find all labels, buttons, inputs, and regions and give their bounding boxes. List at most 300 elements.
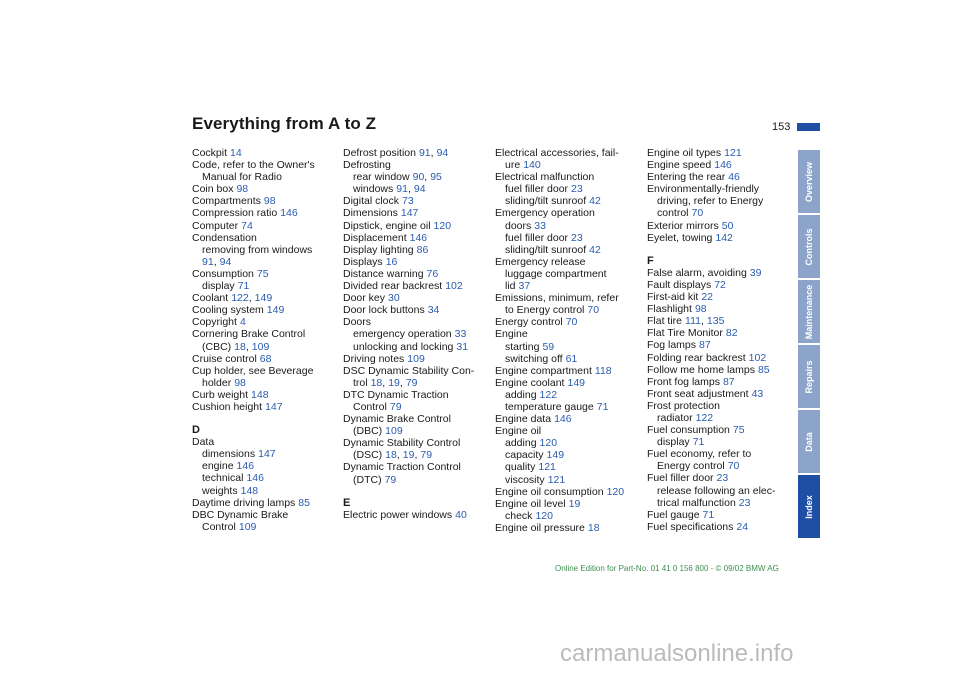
index-entry-text: Dynamic Brake Control [343, 413, 451, 426]
page-reference-link[interactable]: 149 [567, 376, 586, 389]
index-entry [192, 365, 342, 377]
index-entry [647, 424, 797, 436]
index-entry-text: DSC Dynamic Stability Con- [343, 364, 475, 377]
index-entry-text: Display lighting [343, 243, 414, 256]
index-entry [343, 195, 493, 207]
index-entry-text: Engine oil [495, 425, 542, 438]
tab-overview[interactable] [798, 150, 820, 213]
page-reference-link[interactable]: 135 [706, 315, 725, 328]
page-reference-link[interactable]: 146 [554, 413, 572, 426]
index-entry-text: Dipstick, engine oil [343, 219, 431, 232]
tab-label: Repairs [804, 359, 814, 394]
index-entry-text: check [505, 509, 533, 522]
section-tabs [798, 150, 820, 540]
page-reference-link[interactable]: 146 [236, 460, 255, 473]
index-subentry [647, 460, 797, 472]
page-reference-link[interactable]: 120 [535, 509, 553, 522]
index-entry-text: capacity [505, 449, 544, 462]
page-reference-link[interactable]: 42 [589, 243, 601, 256]
index-entry [192, 316, 342, 328]
index-entry [343, 509, 493, 521]
page-reference-link[interactable]: 111 [685, 315, 701, 328]
index-entry-text: DTC Dynamic Traction [343, 388, 449, 401]
page-reference-link[interactable]: 19 [388, 376, 400, 389]
index-entry-text: Exterior mirrors [647, 219, 719, 232]
page-reference-link[interactable]: 122 [231, 292, 249, 305]
index-entry [495, 147, 645, 159]
index-entry-text: Defrosting [343, 159, 391, 172]
index-entry [647, 303, 797, 315]
index-entry-text: lid [505, 280, 516, 293]
page-reference-link[interactable]: 94 [413, 183, 426, 196]
footer-edition-note: Online Edition for Part-No. 01 41 0 156 800 - © 09/02 BMW AG [555, 564, 779, 573]
index-subentry [495, 474, 645, 486]
page-reference-link[interactable]: 16 [385, 255, 398, 268]
index-entry-text: Computer [192, 219, 239, 232]
index-subentry [495, 159, 645, 171]
index-entry-text: Emergency release [495, 255, 586, 268]
page-reference-link[interactable]: 19 [568, 497, 581, 510]
index-entry [647, 339, 797, 351]
index-entry-text: Flat Tire Monitor [647, 327, 723, 340]
page-reference-link[interactable]: 142 [715, 231, 733, 244]
index-column-1 [192, 147, 342, 533]
index-entry-text: Folding rear backrest [647, 351, 746, 364]
index-entry-text: Compression ratio [192, 207, 278, 220]
page-reference-link[interactable]: 4 [239, 316, 246, 329]
index-entry-text: Door key [343, 292, 386, 305]
page-reference-link[interactable]: 73 [402, 195, 414, 208]
index-subentry [192, 448, 342, 460]
page-reference-link[interactable]: 18 [234, 340, 246, 353]
page-reference-link[interactable]: 120 [433, 219, 452, 232]
index-entry [647, 521, 797, 533]
page-reference-link[interactable]: 146 [714, 159, 732, 172]
index-entry [192, 195, 342, 207]
index-entry [495, 171, 645, 183]
index-entry [192, 220, 342, 232]
index-column-2 [343, 147, 493, 521]
page-reference-link[interactable]: 148 [240, 484, 259, 497]
page-reference-link[interactable]: 98 [263, 195, 276, 208]
index-entry [343, 353, 493, 365]
index-entry-text: adding [505, 437, 537, 450]
index-entry [495, 522, 645, 534]
index-entry [192, 328, 342, 340]
index-subentry [192, 171, 342, 183]
index-entry [343, 207, 493, 219]
page-reference-link[interactable]: 43 [751, 387, 764, 400]
index-entry-text: (DBC) [353, 425, 383, 438]
index-subentry [343, 425, 493, 437]
index-subentry [495, 341, 645, 353]
index-entry [647, 472, 797, 484]
index-subentry [192, 485, 342, 497]
index-subentry [192, 377, 342, 389]
page-reference-link[interactable]: 98 [234, 376, 246, 389]
page-reference-link[interactable]: 23 [571, 183, 583, 196]
index-entry-text: luggage compartment [505, 267, 607, 280]
page-reference-link[interactable]: 87 [722, 375, 735, 388]
index-entry [343, 292, 493, 304]
index-entry-text: sliding/tilt sunroof [505, 195, 587, 208]
index-entry-text: holder [202, 376, 232, 389]
index-entry-text: Daytime driving lamps [192, 496, 296, 509]
index-entry-text: Coolant [192, 292, 229, 305]
page-reference-link[interactable]: 19 [402, 449, 415, 462]
index-entry-text: Engine speed [647, 159, 712, 172]
index-subentry [495, 449, 645, 461]
page-reference-link[interactable]: 31 [456, 340, 469, 353]
page-reference-link[interactable]: 86 [416, 243, 429, 256]
index-entry [647, 291, 797, 303]
index-subentry [495, 304, 645, 316]
index-entry-text: Divided rear backrest [343, 280, 443, 293]
index-entry [192, 232, 342, 244]
index-entry [495, 425, 645, 437]
index-entry [343, 389, 493, 401]
index-entry-text: Engine oil pressure [495, 521, 585, 534]
index-subentry [343, 401, 493, 413]
page-reference-link[interactable]: 140 [523, 159, 541, 172]
page-reference-link[interactable]: 146 [246, 472, 264, 485]
index-entry [495, 292, 645, 304]
page-reference-link[interactable]: 71 [237, 280, 250, 293]
index-entry-text: Distance warning [343, 267, 424, 280]
index-column-4 [647, 147, 797, 533]
page-reference-link[interactable]: 122 [539, 388, 558, 401]
index-entry-text: Doors [343, 316, 372, 329]
page-reference-link[interactable]: 87 [699, 339, 711, 352]
page-reference-link[interactable]: 120 [606, 485, 625, 498]
index-entry-text: (DTC) [353, 473, 382, 486]
page-reference-link[interactable]: 71 [702, 508, 715, 521]
index-entry-text: technical [202, 472, 244, 485]
page-reference-link[interactable]: 146 [280, 207, 298, 220]
page-reference-link[interactable]: 98 [236, 183, 249, 196]
page-reference-link[interactable]: 72 [714, 278, 726, 291]
index-entry-text: to Energy control [505, 304, 585, 317]
index-entry [192, 207, 342, 219]
index-entry [192, 401, 342, 413]
page-reference-link[interactable]: 146 [409, 231, 428, 244]
index-subentry [495, 389, 645, 401]
index-entry-text: Engine oil types [647, 147, 722, 159]
page-reference-link[interactable]: 42 [589, 195, 601, 208]
page-reference-link[interactable]: 79 [389, 400, 402, 413]
page-reference-link[interactable]: 147 [400, 207, 419, 220]
index-entry-text: Emissions, minimum, refer [495, 292, 619, 305]
index-entry: Coolant 122, 149 [192, 292, 273, 305]
page-reference-link[interactable]: 91 [418, 147, 431, 159]
index-entry [343, 280, 493, 292]
page-reference-link[interactable]: 33 [454, 328, 467, 341]
index-entry-text: sliding/tilt sunroof [505, 243, 587, 256]
page-reference-link[interactable]: 23 [738, 496, 751, 509]
index-entry-text: ure [505, 159, 521, 172]
tab-repairs[interactable] [798, 345, 820, 408]
index-subentry [495, 244, 645, 256]
page-reference-link[interactable]: 94 [436, 147, 449, 159]
page-reference-link[interactable]: 149 [266, 304, 285, 317]
index-entry [343, 304, 493, 316]
page-reference-link[interactable]: 79 [405, 376, 418, 389]
index-entry-text: Dimensions [343, 207, 398, 220]
page-reference-link[interactable]: 148 [251, 388, 269, 401]
index-entry-text: Flashlight [647, 303, 692, 316]
page-reference-link[interactable]: 121 [547, 473, 566, 486]
index-entry [192, 509, 342, 521]
page-reference-link[interactable]: 18 [370, 376, 383, 389]
index-entry-text: Displacement [343, 231, 407, 244]
index-entry [495, 486, 645, 498]
tab-maintenance[interactable] [798, 280, 820, 343]
index-subentry: trol 18, 19, 79 [353, 376, 418, 389]
index-entry [647, 400, 797, 412]
index-entry-text: Curb weight [192, 388, 249, 401]
page-reference-link[interactable]: 33 [534, 219, 546, 232]
page-reference-link[interactable]: 122 [695, 411, 714, 424]
index-entry-text: Coin box [192, 183, 234, 196]
index-entry-text: Digital clock [343, 195, 400, 208]
index-column-3 [495, 147, 645, 534]
index-entry-text: Engine data [495, 413, 552, 426]
page-reference-link[interactable]: 23 [571, 231, 583, 244]
index-entry-text: Fuel specifications [647, 520, 734, 533]
index-entry-text: dimensions [202, 448, 256, 461]
index-entry [192, 147, 342, 159]
page-reference-link[interactable]: 82 [725, 327, 738, 340]
index-entry [495, 413, 645, 425]
index-subentry: windows 91, 94 [353, 183, 426, 196]
page-reference-link[interactable]: 147 [265, 400, 283, 413]
index-entry-text: Cruise control [192, 352, 257, 365]
index-entry-text: Cup holder, see Beverage [192, 364, 314, 377]
page-reference-link[interactable]: 59 [542, 340, 555, 353]
index-entry-text: Electric power windows [343, 508, 453, 521]
index-entry [192, 159, 342, 171]
page-reference-link[interactable]: 94 [219, 255, 232, 268]
index-entry [647, 327, 797, 339]
index-entry [343, 256, 493, 268]
index-entry-text: Control [202, 520, 236, 533]
index-entry-text: Dynamic Stability Control [343, 437, 461, 450]
page-reference-link[interactable]: 30 [388, 292, 400, 305]
page-reference-link[interactable]: 50 [721, 219, 734, 232]
index-entry [192, 353, 342, 365]
page-number: 153 [772, 121, 791, 133]
index-entry [647, 220, 797, 232]
tab-index[interactable] [798, 475, 820, 538]
index-entry-text: radiator [657, 411, 693, 424]
index-subentry [343, 474, 493, 486]
page-reference-link[interactable]: 14 [230, 147, 242, 159]
index-entry-text: release following an elec- [657, 484, 776, 497]
index-entry [647, 267, 797, 279]
tab-controls[interactable] [798, 215, 820, 278]
page-reference-link[interactable]: 76 [426, 267, 439, 280]
tab-data[interactable] [798, 410, 820, 473]
index-entry [343, 268, 493, 280]
page-reference-link[interactable]: 61 [565, 352, 578, 365]
index-entry-text: Fog lamps [647, 339, 697, 352]
page-reference-link[interactable]: 70 [727, 460, 740, 473]
index-entry-text: Control [353, 400, 387, 413]
page-reference-link[interactable]: 91 [202, 255, 214, 268]
page-reference-link[interactable]: 98 [694, 303, 707, 316]
index-entry [343, 220, 493, 232]
index-subentry: rear window 90, 95 [353, 171, 442, 184]
page-reference-link[interactable]: 46 [728, 171, 740, 184]
page-reference-link[interactable]: 68 [259, 352, 272, 365]
page-reference-link[interactable]: 109 [407, 352, 425, 365]
index-entry-text: trol [353, 376, 368, 389]
index-entry-text: Electrical accessories, fail- [495, 147, 619, 159]
page-reference-link[interactable]: 109 [238, 520, 257, 533]
index-entry [647, 509, 797, 521]
page-reference-link[interactable]: 121 [724, 147, 742, 159]
index-entry-text: First-aid kit [647, 291, 699, 304]
index-entry [343, 365, 493, 377]
index-entry-text: Cockpit [192, 147, 228, 159]
page-reference-link[interactable]: 102 [748, 351, 767, 364]
index-entry [343, 413, 493, 425]
page-reference-link[interactable]: 149 [254, 292, 273, 305]
index-entry-text: Engine coolant [495, 376, 565, 389]
index-entry-text: Defrost position [343, 147, 416, 159]
watermark: carmanualsonline.info [560, 640, 794, 667]
index-subentry [495, 195, 645, 207]
page-reference-link[interactable]: 85 [757, 363, 770, 376]
index-subentry [647, 412, 797, 424]
page-reference-link[interactable]: 70 [691, 207, 704, 220]
index-entry-text: Manual for Radio [202, 171, 282, 184]
index-entry [495, 328, 645, 340]
index-subentry [495, 268, 645, 280]
index-entry-text: display [657, 436, 690, 449]
page-reference-link[interactable]: 39 [749, 266, 762, 279]
index-entry-text: Environmentally-friendly [647, 183, 760, 196]
index-entry [343, 232, 493, 244]
page-reference-link[interactable]: 71 [692, 436, 705, 449]
index-subentry [192, 460, 342, 472]
index-entry-text: emergency operation [353, 328, 452, 341]
index-subentry [495, 401, 645, 413]
index-entry [647, 279, 797, 291]
index-subentry [647, 497, 797, 509]
index-entry-text: trical malfunction [657, 496, 736, 509]
index-entry [192, 436, 342, 448]
index-entry [192, 497, 342, 509]
page-reference-link[interactable]: 75 [732, 424, 745, 437]
page-reference-link[interactable]: 40 [455, 508, 467, 521]
page-reference-link[interactable]: 118 [594, 364, 612, 377]
index-entry-text: Fuel economy, refer to [647, 448, 752, 461]
page-reference-link[interactable]: 22 [701, 291, 714, 304]
index-entry-text: DBC Dynamic Brake [192, 508, 289, 521]
page-title: Everything from A to Z [192, 114, 377, 133]
index-entry-text: Dynamic Traction Control [343, 461, 461, 474]
page-reference-link[interactable]: 74 [241, 219, 253, 232]
page-reference-link[interactable]: 37 [518, 280, 531, 293]
index-entry [495, 256, 645, 268]
page-reference-link[interactable]: 91 [396, 183, 408, 196]
page-reference-link[interactable]: 109 [251, 340, 270, 353]
index-entry-text: Door lock buttons [343, 304, 425, 317]
page-reference-link[interactable]: 23 [716, 472, 729, 485]
page-reference-link[interactable]: 34 [427, 304, 440, 317]
tab-label: Index [804, 494, 814, 519]
index-entry-text: Code, refer to the Owner's [192, 159, 315, 172]
page-reference-link[interactable]: 18 [587, 521, 600, 534]
index-subentry [495, 353, 645, 365]
tab-label: Controls [804, 228, 814, 265]
index-entry [343, 316, 493, 328]
page-reference-link[interactable]: 149 [546, 449, 565, 462]
index-entry [495, 207, 645, 219]
page-reference-link[interactable]: 70 [565, 316, 578, 329]
page-reference-link[interactable]: 85 [298, 496, 310, 509]
page-reference-link[interactable]: 120 [539, 437, 558, 450]
page-reference-link[interactable]: 147 [258, 448, 276, 461]
page-reference-link[interactable]: 79 [384, 473, 397, 486]
page-reference-link[interactable]: 75 [256, 267, 269, 280]
page-reference-link[interactable]: 121 [538, 461, 556, 474]
page-reference-link[interactable]: 70 [587, 304, 600, 317]
index-entry-text: removing from windows [202, 243, 313, 256]
page-reference-link[interactable]: 109 [385, 425, 403, 438]
index-subentry [647, 195, 797, 207]
index-entry-text: driving, refer to Energy [657, 195, 764, 208]
index-entry-text: Data [192, 436, 215, 449]
index-entry-text: switching off [505, 352, 563, 365]
index-entry [647, 388, 797, 400]
index-entry-text: weights [202, 484, 238, 497]
index-entry [647, 232, 797, 244]
index-subentry [495, 183, 645, 195]
index-entry-text: False alarm, avoiding [647, 266, 747, 279]
index-entry-text: Frost protection [647, 399, 720, 412]
index-entry-text: Engine oil consumption [495, 485, 604, 498]
page-reference-link[interactable]: 95 [430, 171, 442, 184]
index-entry [495, 498, 645, 510]
index-letter-heading: D [192, 424, 200, 437]
page-reference-link[interactable]: 79 [420, 449, 433, 462]
index-subentry: 91, 94 [202, 255, 232, 268]
index-entry-text: Displays [343, 255, 383, 268]
index-entry-text: Front fog lamps [647, 375, 720, 388]
index-entry-text: Cushion height [192, 400, 263, 413]
index-entry-text: Condensation [192, 231, 257, 244]
index-entry-text: quality [505, 461, 536, 474]
page-reference-link[interactable]: 24 [736, 520, 749, 533]
index-entry [647, 352, 797, 364]
index-entry [192, 389, 342, 401]
index-entry-text: adding [505, 388, 537, 401]
index-entry-text: Copyright [192, 316, 237, 329]
index-subentry [647, 436, 797, 448]
index-entry-text: Fault displays [647, 278, 712, 291]
page-number-bar [797, 123, 820, 131]
page-reference-link[interactable]: 18 [385, 449, 397, 462]
page-reference-link[interactable]: 71 [596, 400, 609, 413]
page-reference-link[interactable]: 90 [412, 171, 425, 184]
index-entry [495, 377, 645, 389]
page-reference-link[interactable]: 102 [445, 280, 463, 293]
index-entry-text: Consumption [192, 267, 254, 280]
tab-label: Overview [804, 161, 814, 202]
index-entry-text: control [657, 207, 689, 220]
